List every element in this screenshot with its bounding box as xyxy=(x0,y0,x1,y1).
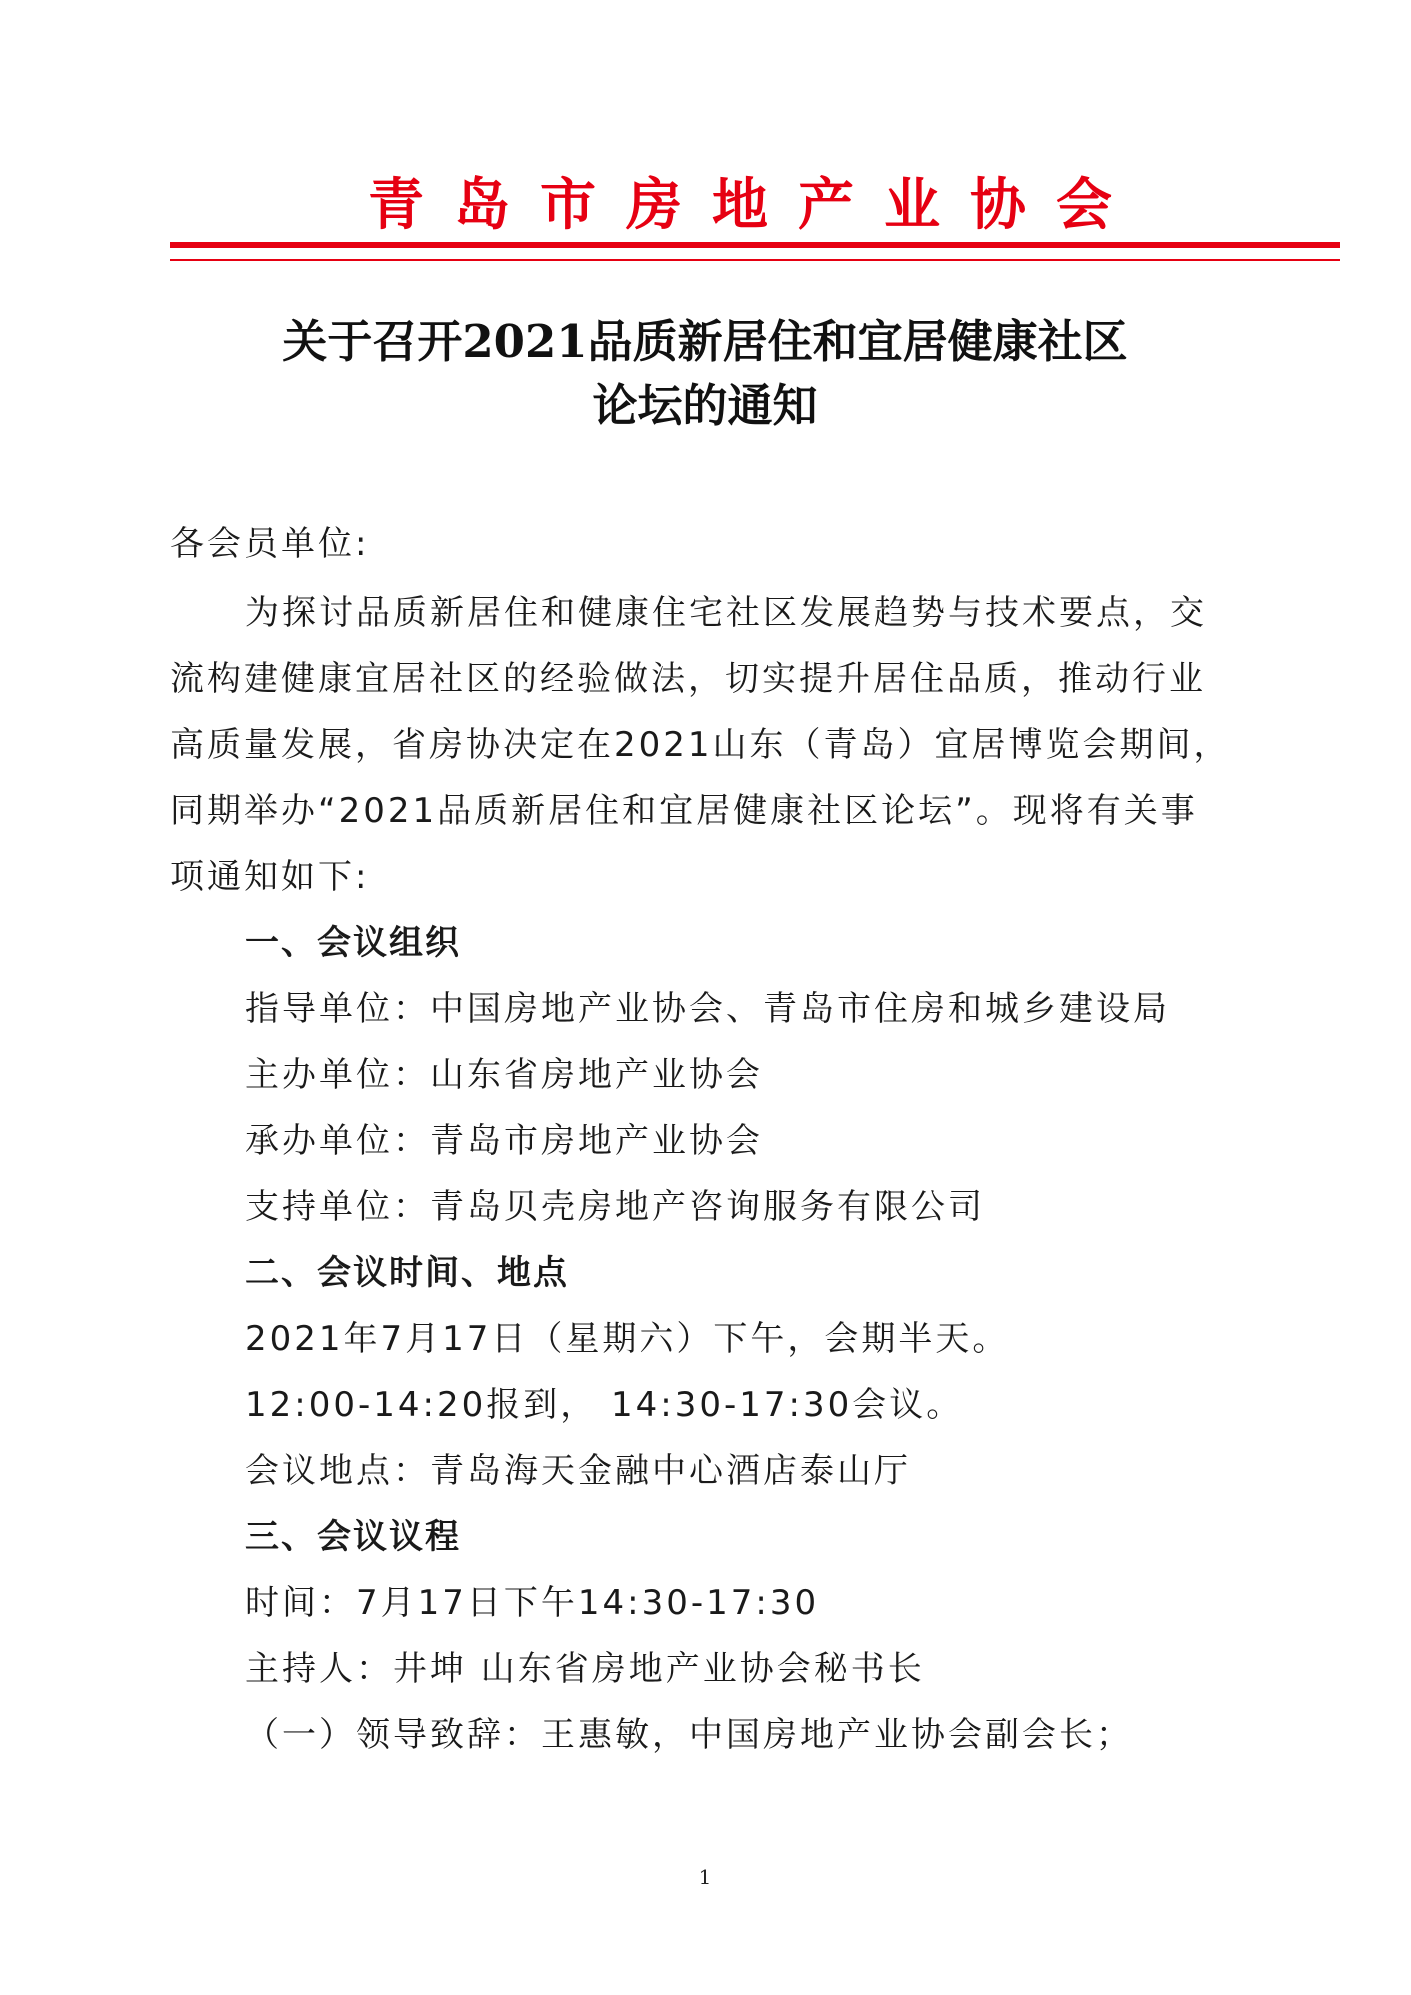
letterhead-thick-rule xyxy=(170,242,1340,248)
section-2-line-2: 12:00-14:20报到， 14:30-17:30会议。 xyxy=(245,1385,964,1425)
intro-line-5: 项通知如下: xyxy=(170,857,370,897)
intro-line-1: 为探讨品质新居住和健康住宅社区发展趋势与技术要点，交 xyxy=(245,593,1207,633)
section-2-heading: 二、会议时间、地点 xyxy=(245,1253,569,1293)
intro-line-2: 流构建健康宜居社区的经验做法，切实提升居住品质，推动行业 xyxy=(170,659,1206,699)
document-title-line-2: 论坛的通知 xyxy=(592,379,818,432)
section-1-line-3: 承办单位：青岛市房地产业协会 xyxy=(245,1121,763,1161)
intro-line-4: 同期举办“2021品质新居住和宜居健康社区论坛”。现将有关事 xyxy=(170,791,1198,831)
section-3-line-1: 时间：7月17日下午14:30-17:30 xyxy=(245,1583,820,1623)
page-number: 1 xyxy=(698,1865,712,1889)
letterhead-thin-rule xyxy=(170,259,1340,261)
section-1-line-2: 主办单位：山东省房地产业协会 xyxy=(245,1055,763,1095)
document-title-line-1: 关于召开2021品质新居住和宜居健康社区 xyxy=(282,315,1128,368)
section-1-line-4: 支持单位：青岛贝壳房地产咨询服务有限公司 xyxy=(245,1187,985,1227)
section-2-line-1: 2021年7月17日（星期六）下午，会期半天。 xyxy=(245,1319,1010,1359)
section-1-line-1: 指导单位：中国房地产业协会、青岛市住房和城乡建设局 xyxy=(245,989,1170,1029)
section-3-line-2: 主持人：井坤 山东省房地产业协会秘书长 xyxy=(245,1649,925,1689)
section-3-line-3: （一）领导致辞：王惠敏，中国房地产业协会副会长； xyxy=(245,1715,1133,1755)
intro-line-3: 高质量发展，省房协决定在2021山东（青岛）宜居博览会期间， xyxy=(170,725,1231,765)
salutation: 各会员单位: xyxy=(170,524,370,564)
section-2-line-3: 会议地点：青岛海天金融中心酒店泰山厅 xyxy=(245,1451,911,1491)
section-1-heading: 一、会议组织 xyxy=(245,923,461,963)
section-3-heading: 三、会议议程 xyxy=(245,1517,461,1557)
letterhead-org-name: 青岛市房地产业协会 xyxy=(368,173,1142,238)
